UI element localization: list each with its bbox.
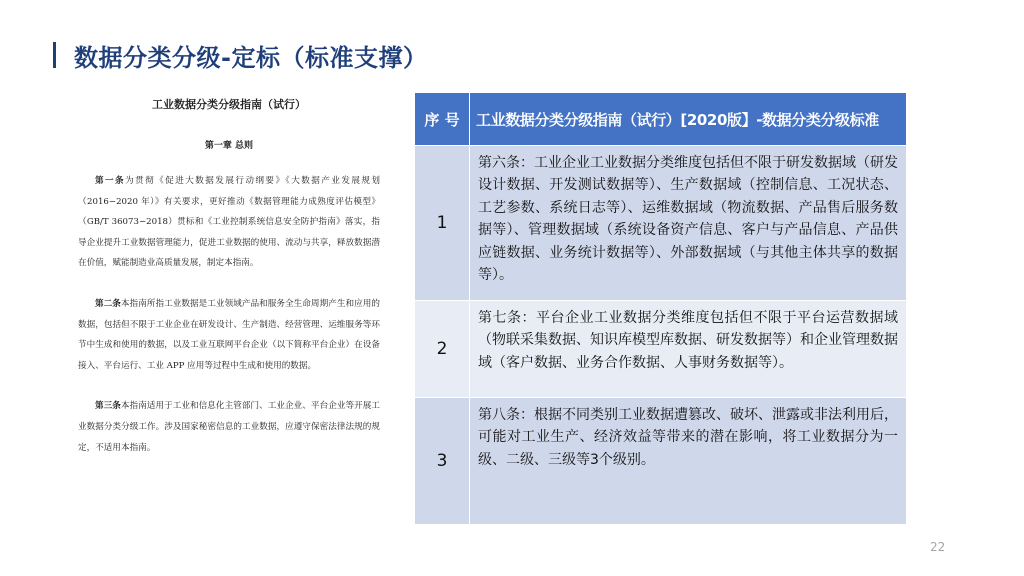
paragraph-lead: 第一条: [95, 176, 126, 186]
document-title: 工业数据分类分级指南（试行）: [152, 98, 306, 111]
header-standard: 工业数据分类分级指南（试行）[2020版】-数据分类分级标准: [470, 93, 907, 146]
table-row: [415, 146, 907, 301]
paragraph-text: 为贯彻《促进大数据发展行动纲要》《大数据产业发展规划（2016−2020 年）》有关要求，更好推动《数据管理能力成熟度评估模型》（GB/T 36073−2018）贯标和《工业控制系统信息安全防护指南》落实，指导企业提升工业数据管理能力，促进工业数据的使用、流动与共享，释放数据潜在价值，赋能制造业高质量发展，制定本指南。: [78, 176, 380, 269]
page-number: 22: [930, 540, 946, 554]
header-number: 序 号: [415, 93, 470, 146]
standards-table: [414, 92, 907, 525]
document-paragraph: [78, 294, 380, 376]
row-text: 第七条：平台企业工业数据分类维度包括但不限于平台运营数据域（物联采集数据、知识库模型库数据、研发数据等）和企业管理数据域（客户数据、业务合作数据、人事财务数据等）。: [470, 301, 907, 398]
document-chapter: 第一章 总则: [204, 141, 254, 151]
document-scan: [78, 92, 380, 532]
table-row: [415, 398, 907, 525]
paragraph-text: 本指南所指工业数据是工业领域产品和服务全生命周期产生和应用的数据，包括但不限于工业企业在研发设计、生产制造、经营管理、运维服务等环节中生成和使用的数据，以及工业互联网平台企业（以下简称平台企业）在设备接入、平台运行、工业 APP 应用等过程中生成和使用的数据。: [78, 298, 380, 371]
row-number: 1: [415, 146, 470, 301]
paragraph-lead: 第三条: [95, 401, 121, 412]
row-number: 3: [415, 398, 470, 525]
table-header-row: [415, 93, 907, 146]
slide-title: 数据分类分级-定标（标准支撑）: [74, 44, 428, 72]
title-accent-bar: [53, 42, 56, 68]
document-paragraph: [78, 171, 380, 274]
row-text: 第六条：工业企业工业数据分类维度包括但不限于研发数据域（研发设计数据、开发测试数据等）、生产数据域（控制信息、工况状态、工艺参数、系统日志等）、运维数据域（物流数据、产品售后服务数据等）、管理数据域（系统设备资产信息、客户与产品信息、产品供应链数据、业务统计数据等）、外部数据域（与其他主体共享的数据等）。: [470, 146, 907, 301]
document-paragraph: [78, 396, 380, 458]
paragraph-lead: 第二条: [95, 298, 121, 309]
table-row: [415, 301, 907, 398]
row-number: 2: [415, 301, 470, 398]
row-text: 第八条：根据不同类别工业数据遭篡改、破坏、泄露或非法利用后，可能对工业生产、经济效益等带来的潜在影响，将工业数据分为一级、二级、三级等3个级别。: [470, 398, 907, 525]
paragraph-text: 本指南适用于工业和信息化主管部门、工业企业、平台企业等开展工业数据分类分级工作。涉及国家秘密信息的工业数据，应遵守保密法律法规的规定，不适用本指南。: [78, 401, 380, 453]
